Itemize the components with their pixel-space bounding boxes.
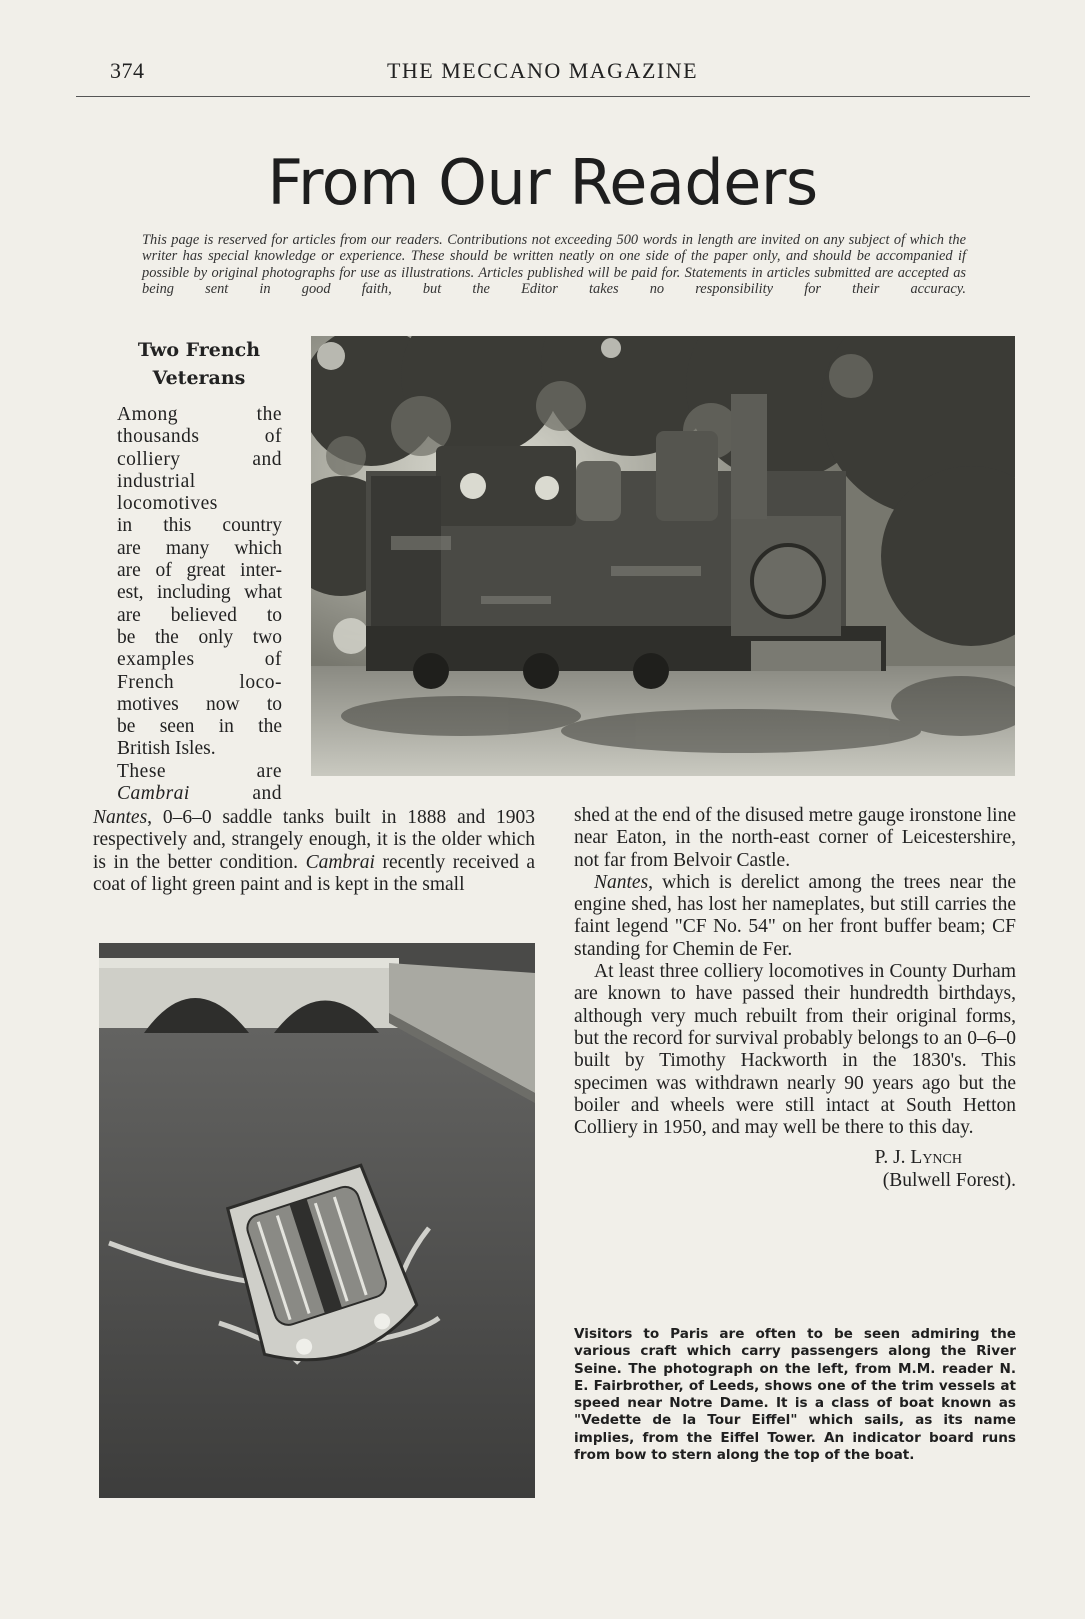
- article-text: , which is derelict among the trees near the engine shed, has lost her nameplates, but still carries the faint legend "CF No. 54" on her front buffer beam; CF standing for Chemin de Fer.: [574, 871, 1016, 960]
- article-paragraph: [574, 872, 1016, 961]
- narrow-line-cambrai: [117, 783, 282, 805]
- article-text: , 0–6–0 saddle tanks built in 1888 and 1903 respectively and, strangely enough, it is the older which is in the better condition.: [93, 807, 535, 873]
- page-title: From Our Readers: [267, 146, 818, 219]
- author-location: (Bulwell Forest).: [882, 1169, 1016, 1191]
- article-heading-line2: Veterans: [152, 367, 246, 389]
- locomotive-photo: [311, 336, 1015, 776]
- article-lower-left: [93, 807, 535, 896]
- nantes-name: Nantes: [93, 807, 148, 828]
- and-word: and: [189, 783, 282, 805]
- cambrai-name: Cambrai: [305, 851, 375, 873]
- intro-note: This page is reserved for articles from our readers. Contributions not exceeding 500 words in length are invited on any subject of which the writer has special knowledge or experience. These should be written neatly on one side of the paper only, and should be accompanied if possible by original photographs for use as illustrations. Articles published will be paid for. Statements in articles submitted are accepted as being sent in good faith, but the Editor takes no responsibility for their accuracy.: [142, 232, 966, 298]
- boat-photo: [99, 943, 535, 1498]
- narrow-line: thousands of: [117, 426, 282, 448]
- article-paragraph: shed at the end of the disused metre gauge ironstone line near Eaton, in the north-east corner of Leicestershire, not far from Belvoir Castle.: [574, 805, 1016, 871]
- photo-caption: Visitors to Paris are often to be seen admiring the various craft which carry passengers along the River Seine. The photograph on the left, from M.M. reader N. E. Fairbrother, of Leeds, shows one of the trim vessels at speed near Notre Dame. It is a class of boat known as "Vedette de la Tour Eiffel" which sails, as its name implies, from the Eiffel Tower. An indicator board runs from bow to stern along the top of the boat.: [574, 1326, 1016, 1464]
- narrow-line: locomotives: [117, 493, 218, 515]
- cambrai-name: Cambrai: [117, 783, 190, 805]
- narrow-line: are believed to: [117, 604, 282, 626]
- narrow-line: Among the: [117, 404, 282, 425]
- magazine-title: THE MECCANO MAGAZINE: [386, 58, 699, 83]
- page-number: 374: [110, 58, 145, 83]
- narrow-line: be seen in the: [117, 716, 282, 738]
- narrow-line: colliery and: [117, 448, 282, 470]
- narrow-line: are many which: [117, 537, 282, 559]
- article-text: recently received a coat of light green paint and is kept in the small: [93, 851, 536, 895]
- nantes-name: Nantes: [594, 871, 649, 893]
- narrow-line: motives now to: [117, 693, 282, 715]
- narrow-line: British Isles.: [117, 738, 216, 760]
- author-name: P. J. Lynch: [874, 1147, 962, 1169]
- article-heading-line1: Two French: [137, 339, 261, 361]
- narrow-line: are of great inter-: [117, 560, 282, 582]
- narrow-line: est, including what: [117, 582, 282, 604]
- narrow-line: in this country: [117, 515, 282, 537]
- narrow-line: French loco-: [117, 671, 282, 693]
- header-rule: [76, 96, 1030, 97]
- narrow-line: be the only two: [117, 626, 282, 648]
- narrow-line: examples of: [117, 649, 282, 671]
- article-heading: [114, 336, 284, 392]
- narrow-column: [117, 404, 282, 805]
- article-right-column: [574, 805, 1016, 1192]
- narrow-line: industrial: [117, 470, 196, 492]
- narrow-line-these-are: These are: [117, 760, 282, 782]
- article-paragraph: At least three colliery locomotives in County Durham are known to have passed their hundredth birthdays, although very much rebuilt from their original forms, but the record for survival probably belongs to an 0–6–0 built by Timothy Hackworth in the 1830's. This specimen was withdrawn nearly 90 years ago but the boiler and wheels were still intact at South Hetton Colliery in 1950, and may well be there to this day.: [574, 961, 1016, 1139]
